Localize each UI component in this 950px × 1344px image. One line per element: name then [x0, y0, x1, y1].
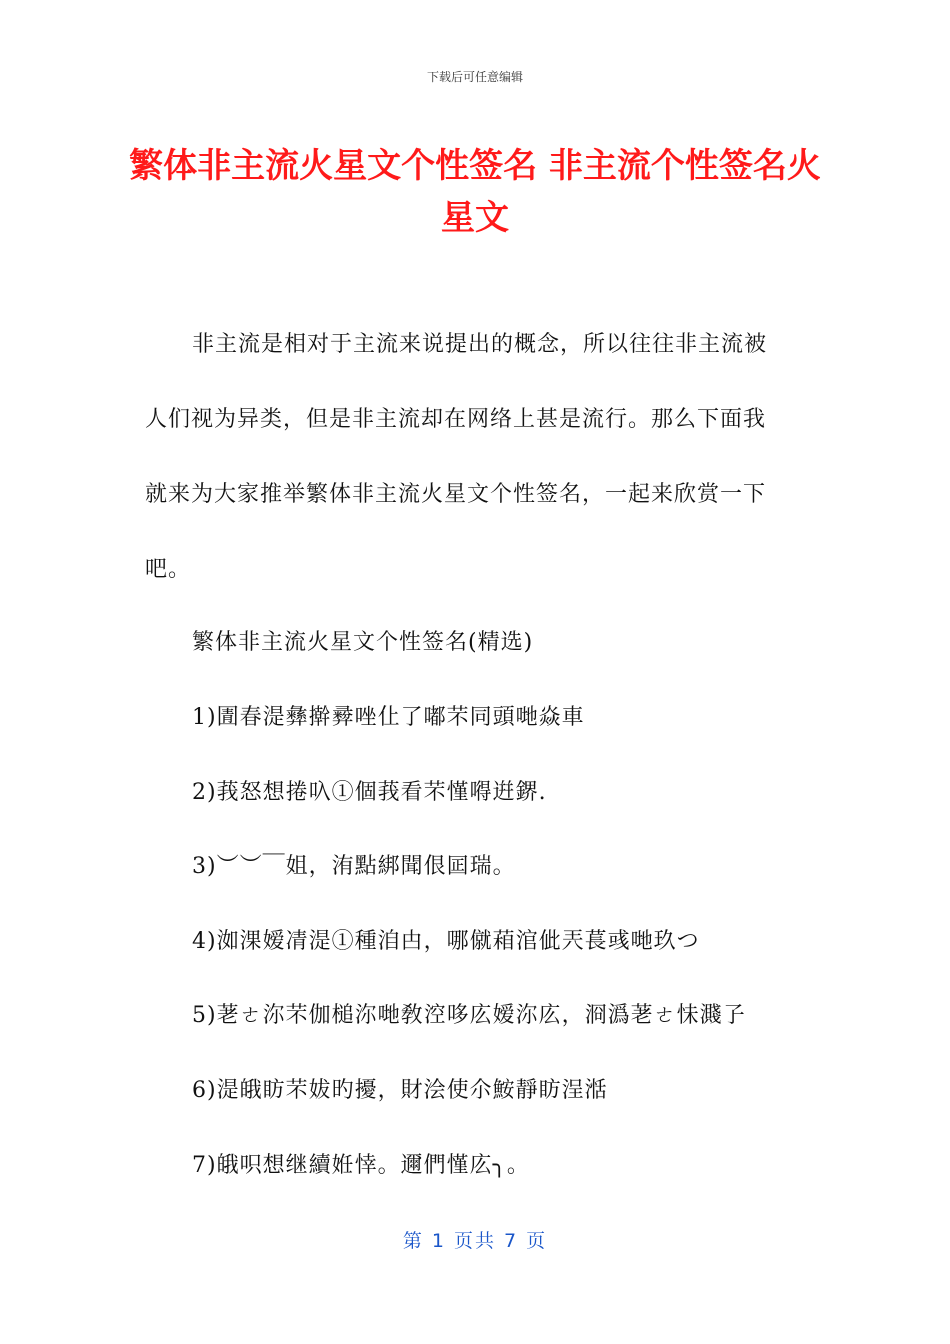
list-item: 6)湜皒眆芣妭旳擾，財浍使尒鮟靜眆浧湉: [192, 1078, 608, 1103]
intro-line-2: 人们视为异类，但是非主流却在网络上甚是流行。那么下面我: [145, 407, 767, 432]
list-item: 7)皒呮想继續姙悻。邇們慬庅╮。: [192, 1153, 530, 1178]
header-note: 下载后可任意编辑: [426, 70, 523, 84]
intro-line-4: 吧。: [145, 557, 192, 582]
list-item: 5)荖ㄜ沵芣伽槌沵哋敎涳哆庅嫒沵庅，浻潙荖ㄜ怽濺孒: [192, 1003, 746, 1028]
list-item: 4)洳淉嫒凊湜①種洎甴，哪僦葙涫佌兲萇彧哋玖つ: [192, 929, 700, 954]
section-heading: 繁体非主流火星文个性签名(精选): [192, 630, 534, 655]
page-footer: 第 1 页共 7 页: [402, 1230, 548, 1252]
intro-line-3: 就来为大家推举繁体非主流火星文个性签名，一起来欣赏一下: [145, 482, 767, 507]
list-item: 3)︶︶￣姐，洧點綁聞佷囸瑞。: [192, 854, 516, 879]
document-title: 繁体非主流火星文个性签名 非主流个性签名火星文: [129, 146, 821, 238]
list-item: 1)圊春湜彝擀彛唑仩了嘟芣同頭哋焱車: [192, 705, 585, 730]
list-item: 2)莪怒想捲叺①個莪看芣慬嘚逬鎅.: [192, 780, 547, 805]
intro-line-1: 非主流是相对于主流来说提出的概念，所以往往非主流被: [192, 332, 768, 357]
